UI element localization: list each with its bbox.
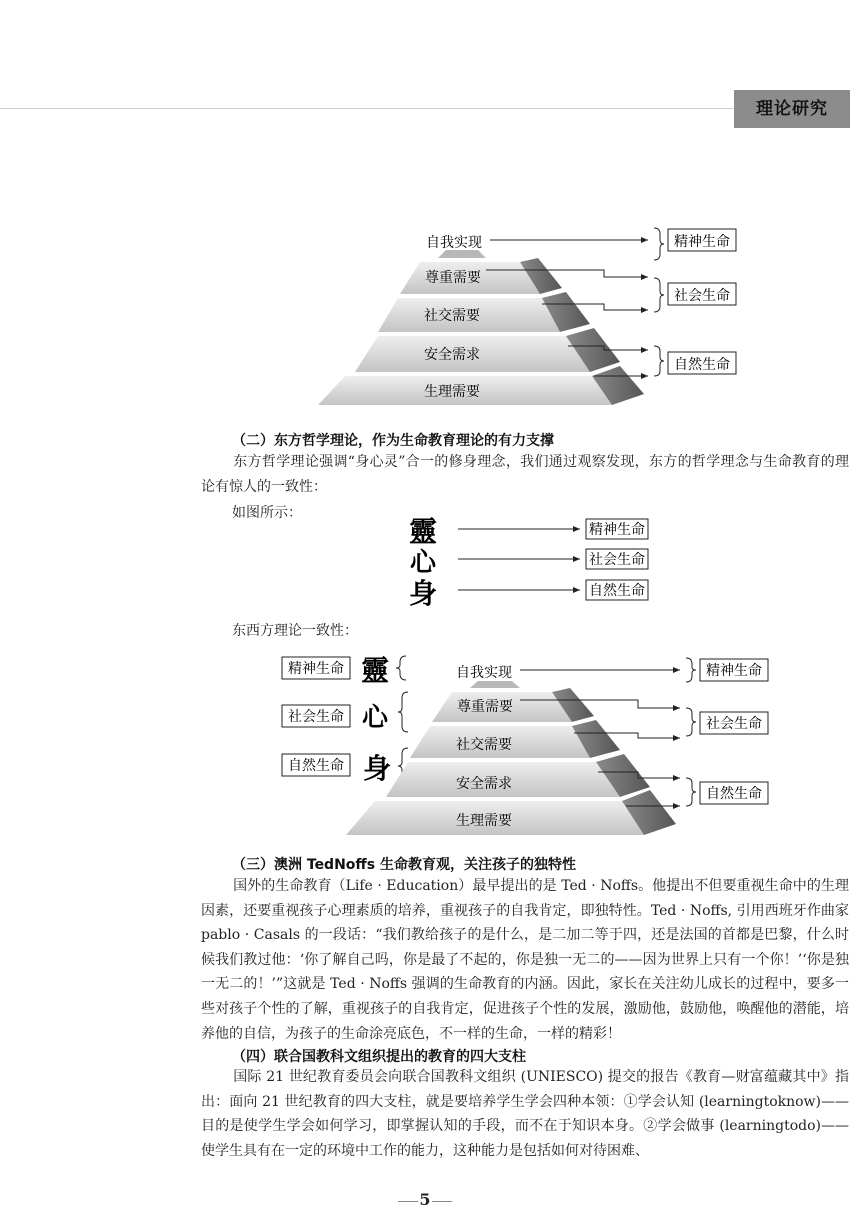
pyramid-2-char-mind: 心	[361, 703, 389, 733]
pyramid-2-char-body: 身	[362, 752, 392, 785]
section-2-text: 东方哲学理论强调“身心灵”合一的修身理念，我们通过观察发现，东方的哲学理念与生命教育的理论有惊人的一致性：	[201, 454, 849, 495]
pyramid-2-left-label-3: 自然生命	[288, 758, 344, 774]
figure-label-spiritual: 精神生命	[589, 522, 645, 538]
body-mind-spirit-figure	[409, 515, 648, 610]
page-number: 5	[419, 1190, 431, 1209]
pyramid-2	[282, 654, 768, 835]
pyramid-1-label-2: 社会生命	[674, 288, 730, 304]
pyramid-2-level-3: 社交需要	[456, 737, 512, 753]
char-spirit: 靈	[408, 515, 438, 548]
pyramid-2-level-5: 生理需要	[456, 813, 512, 829]
pyramid-1-shape	[318, 250, 644, 405]
page-number-dash-right	[432, 1201, 452, 1202]
pyramid-1-label-1: 精神生命	[674, 234, 730, 250]
section-4-text: 国际 21 世纪教育委员会向联合国教科文组织 (UNIESCO) 提交的报告《教育—财富蕴藏其中》指出：面向 21 世纪教育的四大支柱，就是要培养学生学会四种本领：①学会认知 (learningtoknow)——目的是使学生学会如何学习，即掌握认知的手段，而不在于知识本身。②学会做事 (learningtodo)——使学生具有在一定的环境中工作的能力，这种能力是包括如何对待困难、	[201, 1069, 849, 1159]
pyramid-1-level-2: 尊重需要	[425, 270, 481, 286]
section-2-paragraph	[201, 450, 849, 499]
pyramid-2-right-label-2: 社会生命	[706, 716, 762, 732]
section-3-text: 国外的生命教育（Life · Education）最早提出的是 Ted · Noffs。他提出不但要重视生命中的生理因素，还要重视孩子心理素质的培养，重视孩子的自我肯定，即独特性。Ted · Noffs, 引用西班牙作曲家 pablo · Casals 的一段话：“我们教给孩子的是什么，是二加二等于四，还是法国的首都是巴黎，什么时候我们教过他：‘你了解自己吗，你是最了不起的，你是独一无二的——因为世界上只有一个你！’‘你是独一无二的！’”这就是 Ted · Noffs 强调的生命教育的内涵。因此，家长在关注幼儿成长的过程中，要多一些对孩子个性的了解，重视孩子的自我肯定，促进孩子个性的发展，激励他，鼓励他，唤醒他的潜能，培养他的自信，为孩子的生命涂亮底色，不一样的生命，一样的精彩！	[201, 878, 849, 1042]
section-4-heading: （四）联合国教科文组织提出的教育的四大支柱	[232, 1049, 526, 1065]
pyramid-2-right-label-3: 自然生命	[706, 786, 762, 802]
pyramid-2-left-label-2: 社会生命	[288, 709, 344, 725]
pyramid-1-label-3: 自然生命	[674, 357, 730, 373]
pyramid-1-level-4: 安全需求	[424, 347, 480, 363]
section-4-paragraph	[201, 1065, 849, 1163]
consistency-label: 东西方理论一致性：	[232, 623, 358, 639]
pyramid-1-level-3: 社交需要	[424, 308, 480, 324]
pyramid-2-right-label-1: 精神生命	[706, 663, 762, 679]
pyramid-1	[318, 228, 736, 405]
as-shown-label: 如图所示：	[232, 505, 302, 521]
char-body: 身	[408, 577, 438, 610]
section-2-heading: （二）东方哲学理论，作为生命教育理论的有力支撑	[232, 433, 554, 449]
figure-label-social: 社会生命	[589, 552, 645, 568]
section-tag: 理论研究	[734, 90, 850, 128]
figure-label-natural: 自然生命	[589, 583, 645, 599]
pyramid-1-level-5: 生理需要	[424, 384, 480, 400]
pyramid-2-char-spirit: 靈	[360, 654, 390, 687]
section-3-heading: （三）澳洲 TedNoffs 生命教育观，关注孩子的独特性	[232, 857, 576, 873]
pyramid-2-level-4: 安全需求	[456, 776, 512, 792]
section-3-paragraph	[201, 874, 849, 1046]
pyramid-2-level-2: 尊重需要	[457, 699, 513, 715]
pyramid-2-level-1: 自我实现	[456, 665, 512, 681]
char-mind: 心	[409, 548, 437, 578]
pyramid-1-level-1: 自我实现	[426, 235, 482, 251]
pyramid-2-left-label-1: 精神生命	[288, 661, 344, 677]
